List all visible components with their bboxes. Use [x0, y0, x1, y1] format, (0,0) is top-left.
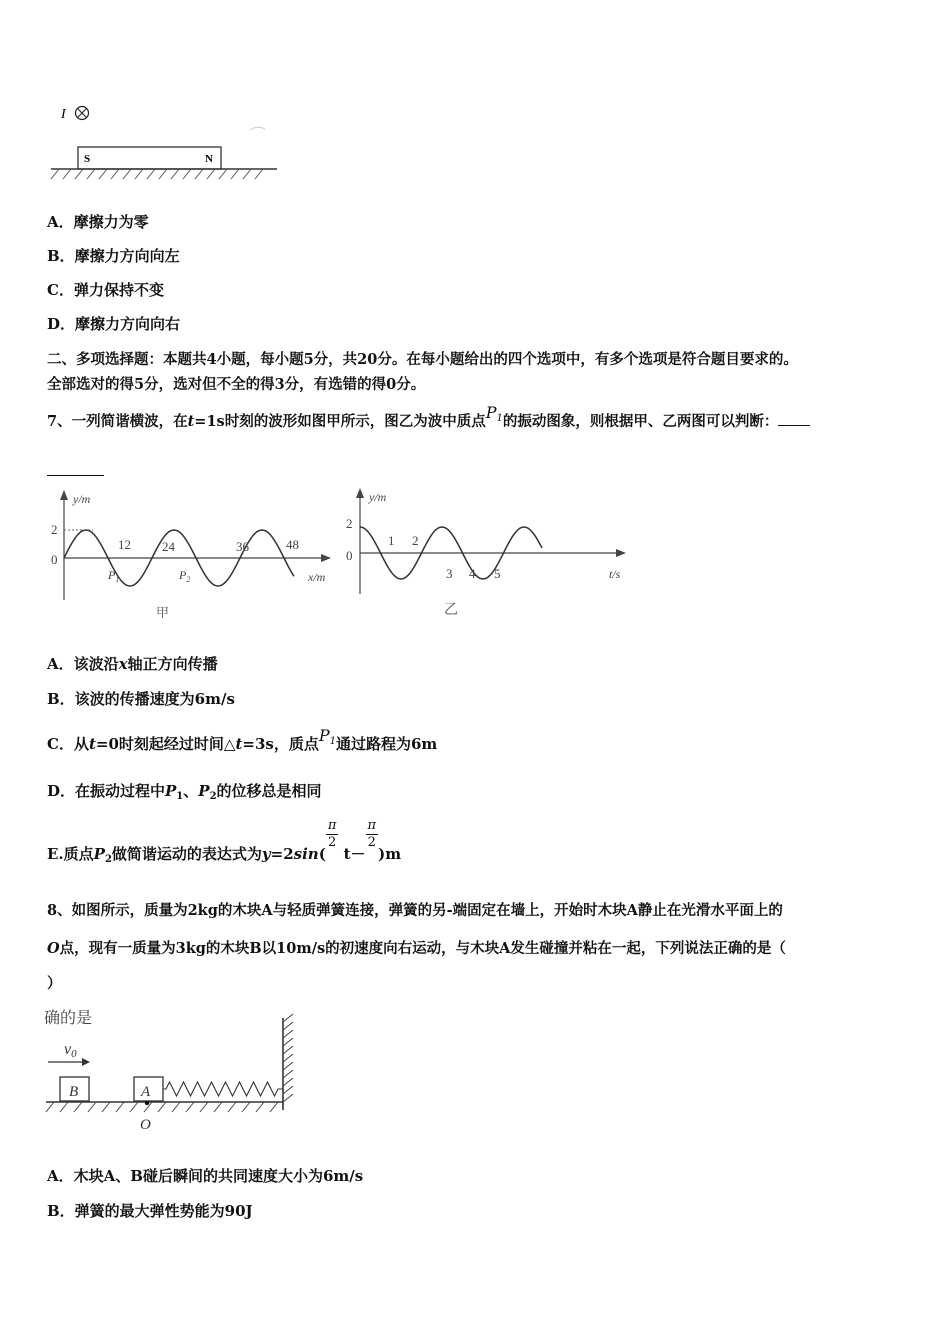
pole-s-label: S	[84, 153, 91, 165]
hatch-mark	[283, 1078, 293, 1086]
q8-option-a: A．木块A、B碰后瞬间的共同速度大小为6m/s	[47, 1167, 364, 1185]
hatch-mark	[186, 1102, 194, 1112]
v0-label: v0	[64, 1041, 77, 1060]
hatch-mark	[63, 169, 71, 179]
pi-over-2-fraction-1: $\frac{\pi}{2}$	[327, 818, 337, 850]
hatch-mark	[158, 1102, 166, 1112]
hatch-mark	[207, 169, 215, 179]
p1-symbol: $P_1$	[485, 403, 503, 424]
current-label: I	[61, 107, 66, 122]
jia-x-tick-48: 48	[286, 537, 299, 552]
hatch-mark	[171, 169, 179, 179]
jia-ylabel: y/m	[73, 492, 91, 506]
jia-x-tick-24: 24	[162, 539, 175, 554]
yi-tick-1: 1	[388, 533, 395, 548]
jia-origin: 0	[51, 552, 58, 567]
spring	[163, 1082, 283, 1096]
section2-line2: 全部选对的得5分，选对但不全的得3分，有选错的得0分。	[47, 376, 426, 393]
yi-origin: 0	[346, 548, 353, 563]
hatch-mark	[159, 169, 167, 179]
hatch-mark	[99, 169, 107, 179]
yi-tick-4: 4	[469, 566, 476, 581]
q7-stem: 7、一列简谐横波，在t=1s时刻的波形如图甲所示，图乙为波中质点$P_1$的振动图象，则根据甲、乙两图可以判断：	[47, 410, 810, 432]
point-o-dot	[145, 1101, 149, 1105]
yi-y-tick-2: 2	[346, 516, 353, 531]
hatch-mark	[243, 169, 251, 179]
hatch-mark	[172, 1102, 180, 1112]
q7-option-d: D．在振动过程中$P_1$、$P_2$的位移总是相同	[47, 782, 322, 802]
hatch-mark	[283, 1022, 293, 1030]
q6-option-c: C．弹力保持不变	[47, 281, 164, 299]
hatch-mark	[116, 1102, 124, 1112]
q7-option-c: C．从t=0时刻起经过时间△t=3s，质点$P_1$通过路程为6m	[47, 726, 438, 753]
hatch-mark	[283, 1046, 293, 1054]
jia-caption: 甲	[156, 605, 170, 620]
hatch-mark	[283, 1086, 293, 1094]
q7-option-a: A．该波沿x轴正方向传播	[47, 655, 218, 673]
point-o-label: O	[140, 1117, 151, 1133]
q6-option-b: B．摩擦力方向向左	[47, 247, 180, 265]
hatch-mark	[242, 1102, 250, 1112]
hatch-mark	[88, 1102, 96, 1112]
hatch-mark	[46, 1102, 54, 1112]
wave-graph-jia	[45, 488, 340, 620]
yi-tick-5: 5	[494, 566, 501, 581]
hatch-mark	[87, 169, 95, 179]
jia-y-tick-2: 2	[51, 522, 58, 537]
spring-block-figure	[42, 1000, 312, 1135]
hatch-mark	[283, 1054, 293, 1062]
magnet-figure	[45, 95, 285, 190]
hatch-mark	[283, 1030, 293, 1038]
hatch-mark	[283, 1070, 293, 1078]
hatch-mark	[283, 1094, 293, 1102]
pi-over-2-fraction-2: $\frac{\pi}{2}$	[367, 818, 377, 850]
q8-stem-line3: ）	[47, 975, 62, 992]
hatch-mark	[231, 169, 239, 179]
hatch-mark	[270, 1102, 278, 1112]
hatch-mark	[255, 169, 263, 179]
q6-option-a: A．摩擦力为零	[47, 213, 149, 231]
hatch-mark	[195, 169, 203, 179]
block-a-label: A	[141, 1084, 151, 1100]
jia-point-p2: $P_2$	[179, 568, 191, 584]
hatch-mark	[283, 1038, 293, 1046]
vibration-graph-yi	[340, 486, 640, 618]
hatch-mark	[214, 1102, 222, 1112]
block-b-label: B	[69, 1084, 79, 1100]
q7-option-b: B．该波的传播速度为6m/s	[47, 690, 235, 708]
hatch-mark	[75, 169, 83, 179]
bar-magnet	[78, 147, 221, 169]
section2-line1: 二、多项选择题：本题共4小题，每小题5分，共20分。在每小题给出的四个选项中，有多个选项是符合题目要求的。	[47, 351, 798, 368]
hatch-mark	[111, 169, 119, 179]
hatch-mark	[219, 169, 227, 179]
pole-n-label: N	[205, 153, 213, 165]
hatch-mark	[183, 169, 191, 179]
hatch-mark	[123, 169, 131, 179]
residual-text: 确的是	[44, 1008, 93, 1027]
q6-option-d: D．摩擦力方向向右	[47, 315, 181, 333]
hatch-mark	[74, 1102, 82, 1112]
hatch-mark	[283, 1014, 293, 1022]
jia-xlabel: x/m	[308, 570, 326, 584]
hatch-mark	[135, 169, 143, 179]
yi-xlabel: t/s	[609, 567, 621, 581]
yi-caption: 乙	[444, 603, 458, 618]
jia-x-tick-36: 36	[236, 539, 249, 554]
hatch-mark	[200, 1102, 208, 1112]
yi-tick-3: 3	[446, 566, 453, 581]
hatch-mark	[60, 1102, 68, 1112]
hatch-mark	[228, 1102, 236, 1112]
jia-point-p1: $P_1$	[108, 568, 120, 584]
hatch-mark	[147, 169, 155, 179]
hatch-mark	[283, 1062, 293, 1070]
jia-x-tick-12: 12	[118, 537, 131, 552]
hatch-mark	[102, 1102, 110, 1112]
q8-option-b: B．弹簧的最大弹性势能为90J	[47, 1202, 253, 1220]
hatch-mark	[51, 169, 59, 179]
hatch-mark	[256, 1102, 264, 1112]
hatch-mark	[130, 1102, 138, 1112]
q7-answer-blank	[47, 475, 104, 476]
q8-stem-line2: O点，现有一质量为3kg的木块B以10m/s的初速度向右运动，与木块A发生碰撞并粘在一起，下列说法正确的是（	[47, 940, 786, 957]
q7-option-e: E.质点$P_2$做简谐运动的表达式为y=2sin( $\frac{\pi}{2}$ t－ $\frac{\pi}{2}$ )m	[47, 818, 402, 865]
yi-ylabel: y/m	[369, 490, 387, 504]
yi-tick-2: 2	[412, 533, 419, 548]
q8-stem-line1: 8、如图所示，质量为2kg的木块A与轻质弹簧连接，弹簧的另-端固定在墙上，开始时木块A静止在光滑水平面上的	[47, 902, 783, 919]
